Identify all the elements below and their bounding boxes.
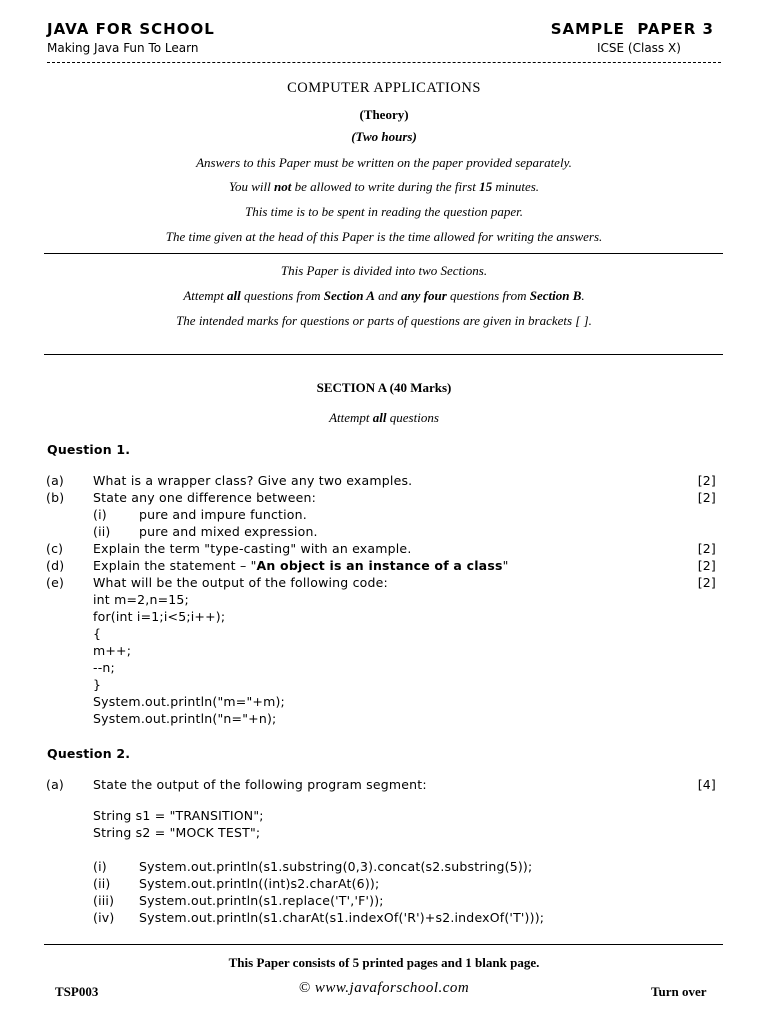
part-label: (a) <box>46 777 65 792</box>
duration-label: (Two hours) <box>351 129 417 144</box>
code-line: System.out.println("m="+m); <box>93 694 285 709</box>
part-text: State any one difference between: <box>93 490 317 505</box>
sub-text: pure and mixed expression. <box>139 524 318 539</box>
q1-part-b-i <box>0 507 768 524</box>
marks: [2] <box>697 490 716 505</box>
part-text: What will be the output of the following code: <box>93 575 388 590</box>
question-2-heading: Question 2. <box>47 746 131 761</box>
q2-item-i <box>0 859 768 876</box>
sub-text: pure and impure function. <box>139 507 307 522</box>
sub-label: (ii) <box>93 524 111 539</box>
part-label: (c) <box>46 541 64 556</box>
q2-item-iv <box>0 910 768 927</box>
code-line: String s1 = "TRANSITION"; <box>93 808 264 823</box>
sub-code: System.out.println((int)s2.charAt(6)); <box>139 876 380 891</box>
q2-item-ii <box>0 876 768 893</box>
sub-label: (i) <box>93 507 107 522</box>
section-a-heading: SECTION A (40 Marks) <box>316 380 452 395</box>
class-label: ICSE (Class X) <box>597 41 681 55</box>
sub-code: System.out.println(s1.replace('T','F')); <box>139 893 384 908</box>
question-1-heading: Question 1. <box>47 442 131 457</box>
q1-part-b-ii <box>0 524 768 541</box>
marks: [4] <box>697 777 716 792</box>
marks: [2] <box>697 575 716 590</box>
subject-title: COMPUTER APPLICATIONS <box>287 80 481 96</box>
code-line: m++; <box>93 643 132 658</box>
brand-title: JAVA FOR SCHOOL <box>47 20 215 38</box>
marks: [2] <box>697 541 716 556</box>
instruction-4: The time given at the head of this Paper is the time allowed for writing the answers. <box>165 229 603 244</box>
part-text: State the output of the following program segment: <box>93 777 427 792</box>
divider-2 <box>44 354 723 355</box>
code-line: String s2 = "MOCK TEST"; <box>93 825 261 840</box>
instruction-2: You will not be allowed to write during the first 15 minutes. <box>228 179 540 194</box>
divider-1 <box>44 253 723 254</box>
sections-info-3: The intended marks for questions or parts of questions are given in brackets [ ]. <box>176 313 592 328</box>
instruction-3: This time is to be spent in reading the question paper. <box>245 204 523 219</box>
part-label: (a) <box>46 473 65 488</box>
sub-code: System.out.println(s1.charAt(s1.indexOf('R')+s2.indexOf('T'))); <box>139 910 545 925</box>
sub-label: (ii) <box>93 876 111 891</box>
paper-code: TSP003 <box>55 984 99 999</box>
sub-label: (iv) <box>93 910 115 925</box>
code-line: --n; <box>93 660 115 675</box>
marks: [2] <box>697 473 716 488</box>
sub-label: (iii) <box>93 893 115 908</box>
theory-label: (Theory) <box>359 107 409 122</box>
q1-part-a <box>0 473 768 490</box>
marks: [2] <box>697 558 716 573</box>
sub-code: System.out.println(s1.substring(0,3).concat(s2.substring(5)); <box>139 859 533 874</box>
page-count-note: This Paper consists of 5 printed pages and 1 blank page. <box>228 955 540 970</box>
part-label: (b) <box>46 490 65 505</box>
part-text: Explain the statement – "An object is an instance of a class" <box>93 558 509 573</box>
paper-number: SAMPLE PAPER 3 <box>550 20 714 38</box>
part-label: (d) <box>46 558 65 573</box>
code-line: for(int i=1;i<5;i++); <box>93 609 226 624</box>
part-text: What is a wrapper class? Give any two examples. <box>93 473 413 488</box>
section-a-attempt: Attempt all questions <box>329 410 439 425</box>
q1-part-c <box>0 541 768 558</box>
code-line: { <box>93 626 102 641</box>
code-line: int m=2,n=15; <box>93 592 189 607</box>
part-text: Explain the term "type-casting" with an example. <box>93 541 412 556</box>
footer-divider <box>44 944 723 945</box>
code-line: System.out.println("n="+n); <box>93 711 277 726</box>
instruction-1: Answers to this Paper must be written on the paper provided separately. <box>196 155 572 170</box>
sub-label: (i) <box>93 859 107 874</box>
q1-part-e <box>0 575 768 592</box>
q2-item-iii <box>0 893 768 910</box>
q2-part-a <box>0 777 768 794</box>
brand-tagline: Making Java Fun To Learn <box>47 41 199 55</box>
website-link[interactable]: © www.javaforschool.com <box>298 980 470 996</box>
sections-info-1: This Paper is divided into two Sections. <box>280 263 488 278</box>
q1-part-b <box>0 490 768 507</box>
header-divider <box>47 62 721 63</box>
turn-over-label: Turn over <box>651 984 707 999</box>
q1-part-d <box>0 558 768 575</box>
sections-info-2: Attempt all questions from Section A and any four questions from Section B. <box>183 288 585 303</box>
code-line: } <box>93 677 102 692</box>
part-label: (e) <box>46 575 65 590</box>
